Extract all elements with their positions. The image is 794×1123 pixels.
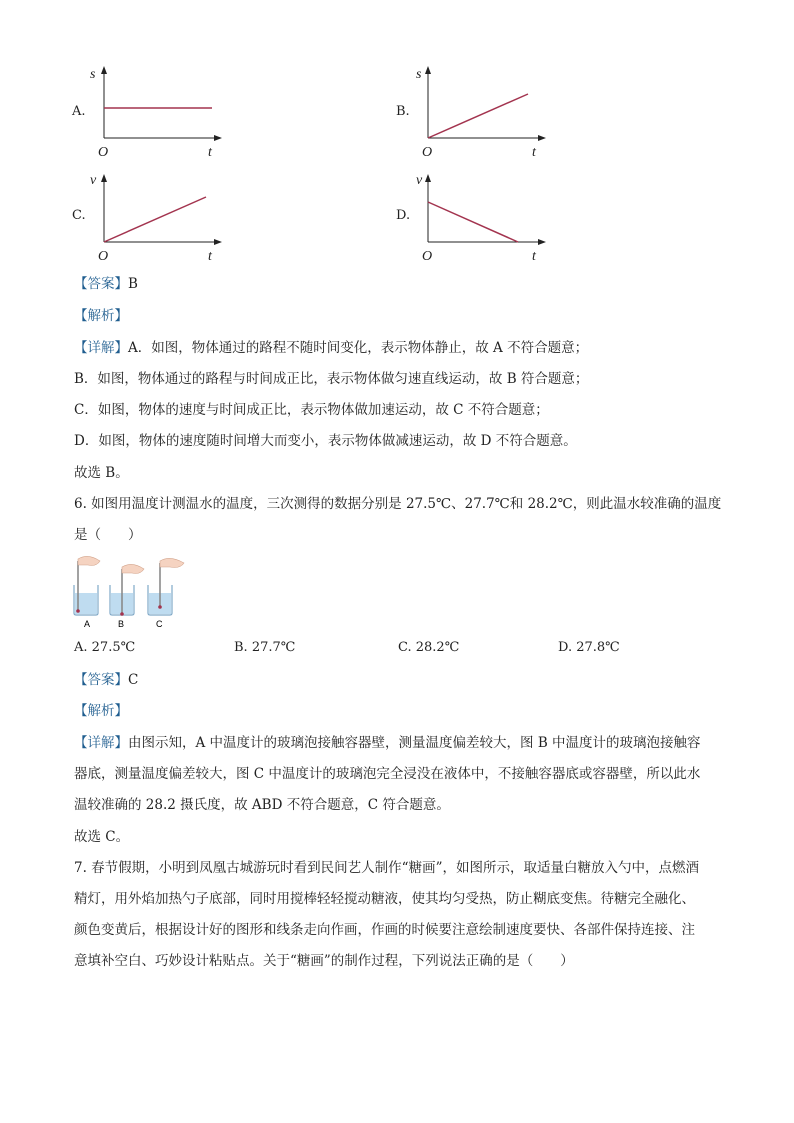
x-axis-label: t xyxy=(208,249,212,264)
graph-curve xyxy=(104,197,206,242)
answer-tag: 【答案】 xyxy=(74,672,128,688)
q7-line-2: 精灯，用外焰加热勺子底部，同时用搅棒轻轻搅动糖液，使其均匀受热，防止糊底变焦。待糖完全融化、 xyxy=(74,891,695,907)
q6-conclusion: 故选 C。 xyxy=(74,829,130,845)
q6-choice-a: A. 27.5℃ xyxy=(74,640,136,655)
detail-tag: 【详解】 xyxy=(74,735,128,751)
q5-detail-b: B．如图，物体通过的路程与时间成正比，表示物体做匀速直线运动，故 B 符合题意； xyxy=(74,371,589,387)
origin-label: O xyxy=(98,145,109,160)
q6-answer xyxy=(74,670,138,690)
beaker-b xyxy=(110,564,144,615)
y-axis-label: s xyxy=(90,67,96,82)
option-label: B. xyxy=(396,104,410,119)
q5-detail-d: D．如图，物体的速度随时间增大而变小，表示物体做减速运动，故 D 不符合题意。 xyxy=(74,433,577,449)
y-axis-label: s xyxy=(416,67,422,82)
answer-value: B xyxy=(128,276,138,292)
q6-choice-b: B. 27.7℃ xyxy=(234,640,296,655)
graph-curve xyxy=(428,94,528,138)
q6-analysis-tag: 【解析】 xyxy=(74,703,128,719)
option-label: D. xyxy=(396,208,411,223)
q7-line-3: 颜色变黄后，根据设计好的图形和线条走向作画，作画的时候要注意绘制速度要快、各部件保持连接、注 xyxy=(74,922,695,938)
q7-line-4: 意填补空白、巧妙设计粘贴点。关于“糖画”的制作过程，下列说法正确的是（ ） xyxy=(74,953,574,969)
beaker-label-a: A xyxy=(84,619,91,629)
answer-tag: 【答案】 xyxy=(74,276,128,292)
q6-choice-c: C. 28.2℃ xyxy=(398,640,460,655)
y-axis-label: v xyxy=(90,173,97,188)
graph-option-a xyxy=(66,62,226,162)
beaker-label-b: B xyxy=(118,619,125,629)
q6-detail-3: 温较准确的 28.2 摄氏度，故 ABD 不符合题意，C 符合题意。 xyxy=(74,797,450,813)
x-axis-label: t xyxy=(532,145,536,160)
origin-label: O xyxy=(422,249,433,264)
answer-value: C xyxy=(128,672,139,688)
x-axis-label: t xyxy=(532,249,536,264)
option-label: A. xyxy=(72,104,86,119)
graph-option-d xyxy=(390,166,550,266)
beaker-a xyxy=(74,556,100,615)
q6-detail-1 xyxy=(74,733,701,753)
detail-text: 由图示知，A 中温度计的玻璃泡接触容器壁，测量温度偏差较大，图 B 中温度计的玻璃泡接触容 xyxy=(128,735,701,751)
graph-option-b xyxy=(390,62,550,162)
detail-tag: 【详解】 xyxy=(74,340,128,356)
y-axis-label: v xyxy=(416,173,423,188)
graph-option-c xyxy=(66,166,226,266)
q5-detail-c: C．如图，物体的速度与时间成正比，表示物体做加速运动，故 C 不符合题意； xyxy=(74,402,549,418)
graph-curve xyxy=(428,202,518,242)
q5-analysis-tag: 【解析】 xyxy=(74,308,128,324)
x-axis-label: t xyxy=(208,145,212,160)
q5-answer xyxy=(74,274,138,294)
q7-line-1: 7. 春节假期，小明到凤凰古城游玩时看到民间艺人制作“糖画”，如图所示，取适量白糖放入勺中，点燃酒 xyxy=(74,860,699,876)
q6-detail-2: 器底，测量温度偏差较大，图 C 中温度计的玻璃泡完全浸没在液体中，不接触容器底或容器壁，所以此水 xyxy=(74,766,701,782)
detail-text: A．如图，物体通过的路程不随时间变化，表示物体静止，故 A 不符合题意； xyxy=(128,340,589,356)
beaker-c xyxy=(148,558,184,615)
beaker-label-c: C xyxy=(156,619,163,629)
q6-stem-1: 6. 如图用温度计测温水的温度，三次测得的数据分别是 27.5℃、27.7℃和 28.2℃，则此温水较准确的温度 xyxy=(74,496,722,512)
q6-choice-d: D. 27.8℃ xyxy=(558,640,620,655)
q6-stem-2: 是（ ） xyxy=(74,527,142,543)
origin-label: O xyxy=(98,249,109,264)
option-label: C. xyxy=(72,208,86,223)
origin-label: O xyxy=(422,145,433,160)
thermometer-beakers-figure xyxy=(70,555,200,631)
q5-conclusion: 故选 B。 xyxy=(74,465,129,481)
q5-detail-a xyxy=(74,338,588,358)
